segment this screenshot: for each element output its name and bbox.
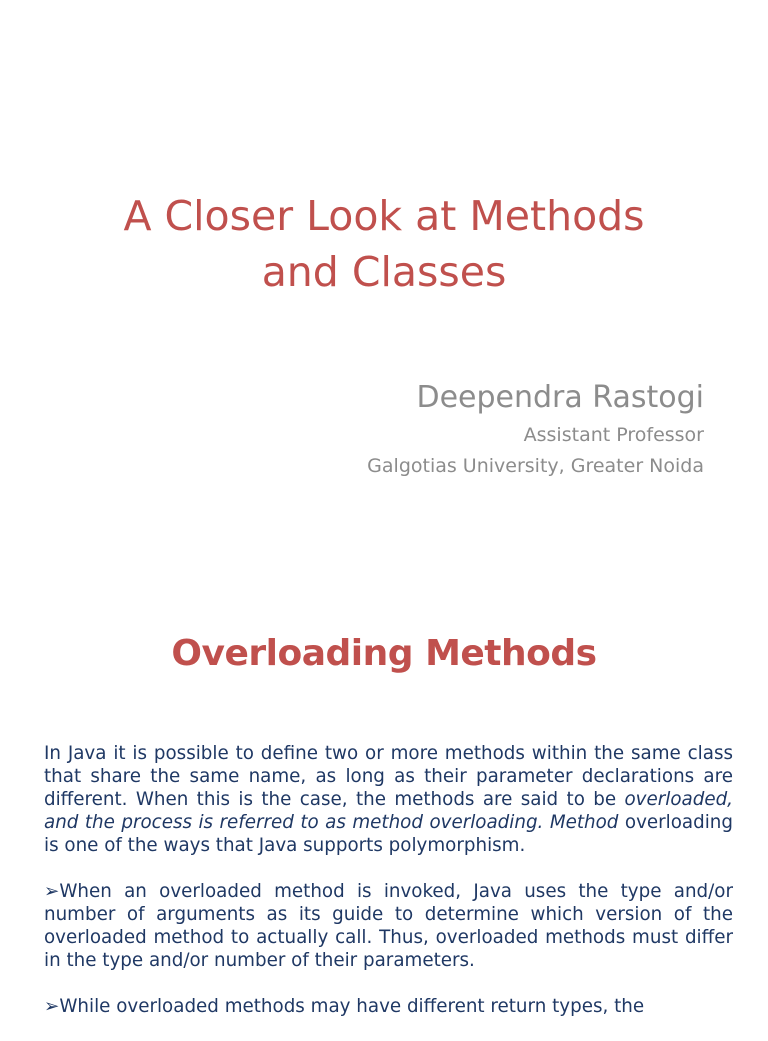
title-line-1: A Closer Look at Methods [123, 192, 645, 240]
bullet-text-2: While overloaded methods may have different return types, the [59, 996, 645, 1017]
arrow-bullet-icon: ➢ [44, 881, 60, 902]
bullet-paragraph-2 [44, 995, 733, 1018]
section-heading: Overloading Methods [171, 633, 597, 674]
arrow-bullet-icon: ➢ [44, 996, 60, 1017]
author-organization: Galgotias University, Greater Noida [367, 455, 704, 477]
title-line-2: and Classes [261, 248, 507, 296]
presentation-title [44, 188, 724, 300]
author-block [367, 376, 704, 482]
body-text [44, 742, 733, 1041]
author-role: Assistant Professor [523, 424, 704, 446]
intro-paragraph [44, 742, 733, 857]
bullet-paragraph-1 [44, 880, 733, 972]
intro-text-start: In Java it is possible to define two or more methods within the same class that share the same name, as long as their parameter declarations are different. When this is the case, the methods are said to be [44, 743, 733, 810]
bullet-text-1: When an overloaded method is invoked, Java uses the type and/or number of arguments as its guide to determine which version of the overloaded method to actually call. Thus, overloaded methods must differ in the type and/or number of their parameters. [44, 881, 733, 971]
author-name: Deependra Rastogi [416, 380, 704, 415]
content-slide [0, 600, 768, 1024]
intro-text-italic: overloaded, and the process is referred to as method overloading. Method [44, 789, 733, 833]
intro-text-end: overloading is one of the ways that Java supports polymorphism. [44, 812, 733, 856]
